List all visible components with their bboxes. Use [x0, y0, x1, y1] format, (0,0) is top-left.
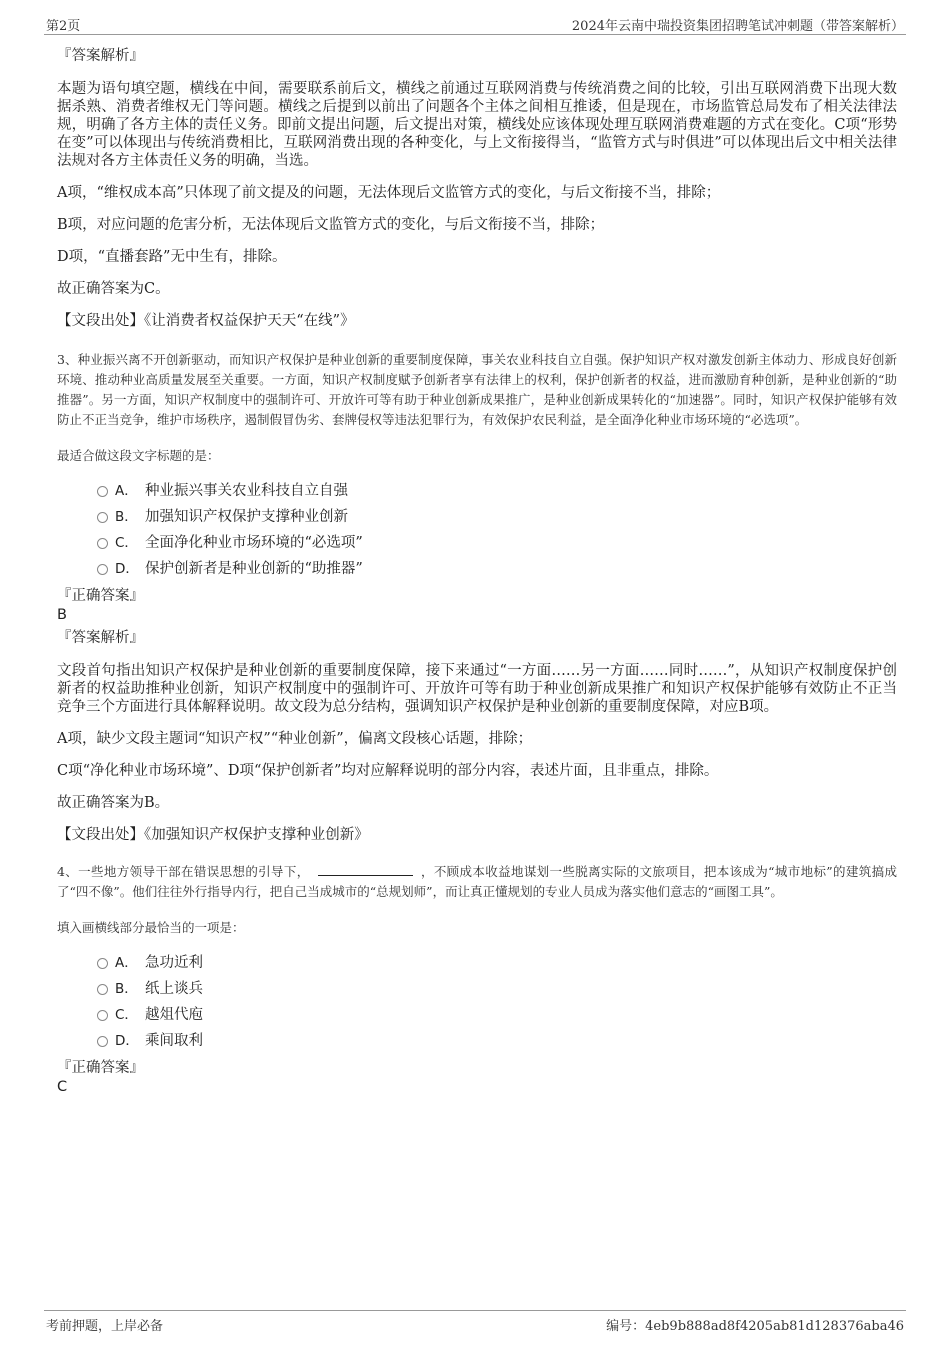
q3-text: 3、种业振兴离不开创新驱动，而知识产权保护是种业创新的重要制度保障，事关农业科技自立自强。保护知识产权对激发创新主体动力、形成良好创新环境、推动种业高质量发展至关重要。一方面，知识产权制度赋予创新者享有法律上的权利，保护创新者的权益，进而激励育种创新，是种业创新的“助推器”。另一方面，知识产权制度中的强制许可、开放许可等有助于种业创新成果推广，是种业创新成果转化的“加速器”。同时，知识产权保护能够有效防止不正当竞争，维护市场秩序，遏制假冒伪劣、套牌侵权等违法犯罪行为，有效保护农民利益，是全面净化种业市场环境的“必选项”。 [57, 352, 897, 427]
q3-option-d[interactable]: D． 保护创新者是种业创新的“助推器” [97, 556, 897, 582]
q2-option-b-analysis: B项，对应问题的危害分析，无法体现后文监管方式的变化，与后文衔接不当，排除； [57, 217, 605, 233]
q3-option-a-analysis: A项，缺少文段主题词“知识产权”“种业创新”，偏离文段核心话题，排除； [57, 731, 533, 747]
page-number: 第2页 [46, 19, 81, 34]
q3-option-c[interactable]: C． 全面净化种业市场环境的“必选项” [97, 530, 897, 556]
q4-option-a[interactable]: A． 急功近利 [97, 950, 897, 976]
q3-analysis-label: 『答案解析』 [57, 630, 144, 646]
q4-correct-label: 『正确答案』 [57, 1060, 144, 1076]
q3-option-b[interactable]: B． 加强知识产权保护支撑种业创新 [97, 504, 897, 530]
q3-analysis: 文段首句指出知识产权保护是种业创新的重要制度保障，接下来通过“一方面……另一方面……同时……”，从知识产权制度保护创新者的权益助推种业创新，知识产权制度中的强制许可、开放许可等有助于种业创新成果推广和知识产权保护能够有效防止不正当竞争三个方面进行具体解释说明。故文段为总分结构，强调知识产权保护是种业创新的重要制度保障，对应B项。 [57, 663, 897, 715]
radio-icon[interactable] [97, 486, 108, 497]
radio-icon[interactable] [97, 958, 108, 969]
radio-icon[interactable] [97, 564, 108, 575]
q2-source: 【文段出处】《让消费者权益保护天天“在线”》 [57, 313, 355, 329]
q4-options [57, 950, 897, 1054]
q2-analysis: 本题为语句填空题，横线在中间，需要联系前后文，横线之前通过互联网消费与传统消费之间的比较，引出互联网消费下出现大数据杀熟、消费者维权无门等问题。横线之后提到以前出了问题各个主体之间相互推诿，但是现在，市场监管总局发布了相关法律法规，明确了各方主体的责任义务。即前文提出问题，后文提出对策，横线处应该体现处理互联网消费难题的方式在变化。C项“形势在变”可以体现出与传统消费相比，互联网消费出现的各种变化，与上文衔接得当，“监管方式与时俱进”可以体现出后文中相关法律法规对各方主体责任义务的明确，当选。 [57, 81, 897, 169]
q3-option-a[interactable]: A． 种业振兴事关农业科技自立自强 [97, 478, 897, 504]
document-id: 编号：4eb9b888ad8f4205ab81d128376aba46 [606, 1319, 904, 1334]
q4-text: 4、一些地方领导干部在错误思想的引导下， ，不顾成本收益地谋划一些脱离实际的文旅项目，把本该成为“城市地标”的建筑搞成了“四不像”。他们往往外行指导内行，把自己当成城市的“总规划师”，而让真正懂规划的专业人员成为落实他们意志的“画图工具”。 [57, 864, 897, 899]
footer-slogan: 考前押题，上岸必备 [46, 1319, 164, 1334]
fill-blank [318, 865, 413, 876]
q3-options [57, 478, 897, 582]
q2-option-a-analysis: A项，“维权成本高”只体现了前文提及的问题，无法体现后文监管方式的变化，与后文衔接不当，排除； [57, 185, 721, 201]
q4-correct-answer: C [57, 1079, 68, 1095]
page-footer [44, 1310, 906, 1333]
radio-icon[interactable] [97, 538, 108, 549]
q4-option-d[interactable]: D． 乘间取利 [97, 1028, 897, 1054]
q2-conclusion: 故正确答案为C。 [57, 281, 170, 297]
page-header [44, 12, 906, 35]
document-title: 2024年云南中瑞投资集团招聘笔试冲刺题（带答案解析） [571, 19, 904, 34]
q3-prompt: 最适合做这段文字标题的是： [57, 448, 220, 463]
radio-icon[interactable] [97, 512, 108, 523]
q4-option-b[interactable]: B． 纸上谈兵 [97, 976, 897, 1002]
radio-icon[interactable] [97, 1010, 108, 1021]
q3-source: 【文段出处】《加强知识产权保护支撑种业创新》 [57, 827, 369, 843]
radio-icon[interactable] [97, 984, 108, 995]
q2-analysis-label: 『答案解析』 [57, 48, 144, 64]
q2-option-d-analysis: D项，“直播套路”无中生有，排除。 [57, 249, 287, 265]
q3-correct-label: 『正确答案』 [57, 588, 144, 604]
q3-option-cd-analysis: C项“净化种业市场环境”、D项“保护创新者”均对应解释说明的部分内容，表述片面，且非重点，排除。 [57, 763, 719, 779]
radio-icon[interactable] [97, 1036, 108, 1047]
page-content [57, 42, 897, 1096]
q3-correct-answer: B [57, 607, 67, 623]
q4-option-c[interactable]: C． 越俎代庖 [97, 1002, 897, 1028]
q3-conclusion: 故正确答案为B。 [57, 795, 170, 811]
q4-prompt: 填入画横线部分最恰当的一项是： [57, 920, 245, 935]
